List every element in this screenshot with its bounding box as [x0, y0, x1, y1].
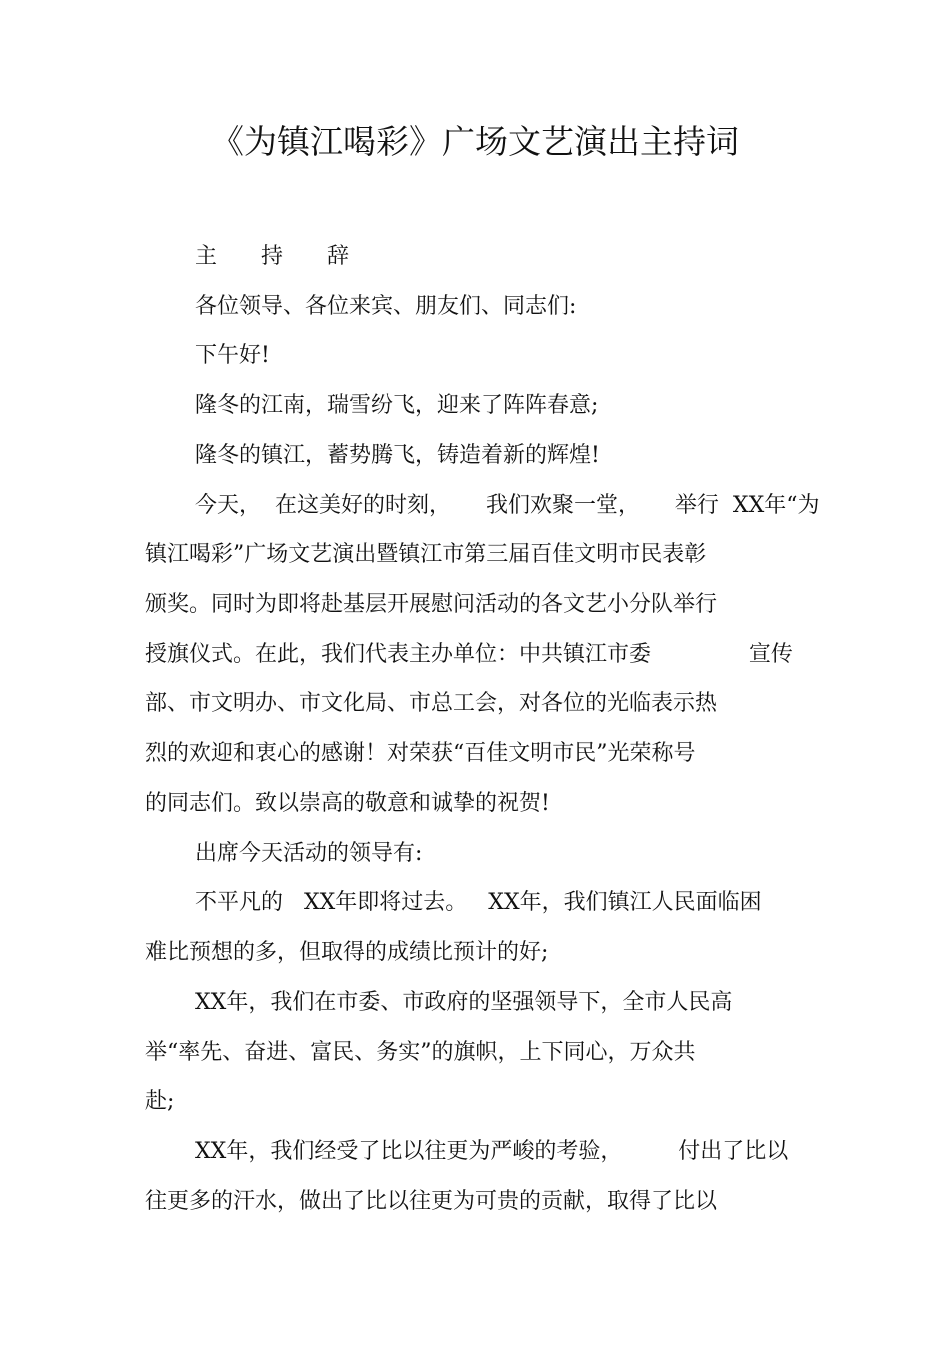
paragraph-line: XX年，我们在市委、市政府的坚强领导下，全市人民高	[195, 990, 733, 1015]
paragraph-line: 不平凡的 XX年即将过去。 XX年，我们镇江人民面临困	[195, 890, 762, 915]
paragraph-line: 隆冬的江南，瑞雪纷飞，迎来了阵阵春意;	[195, 393, 599, 418]
paragraph-line: 烈的欢迎和衷心的感谢！对荣获“百佳文明市民”光荣称号	[145, 741, 696, 766]
paragraph-line: 举“率先、奋进、富民、务实”的旗帜，上下同心，万众共	[145, 1040, 696, 1065]
paragraph-line: 各位领导、各位来宾、朋友们、同志们:	[195, 294, 577, 319]
paragraph-line: 往更多的汗水，做出了比以往更为可贵的贡献，取得了比以	[145, 1189, 718, 1214]
paragraph-line: 授旗仪式。在此，我们代表主办单位：中共镇江市委 宣传	[145, 642, 793, 667]
paragraph-line: 隆冬的镇江，蓄势腾飞，铸造着新的辉煌!	[195, 443, 600, 468]
paragraph-line: 出席今天活动的领导有:	[195, 841, 423, 866]
paragraph-line: 赴;	[145, 1089, 175, 1114]
document-title: 《为镇江喝彩》广场文艺演出主持词	[211, 122, 739, 161]
paragraph-line: 颁奖。同时为即将赴基层开展慰问活动的各文艺小分队举行	[145, 592, 718, 617]
paragraph-line: 下午好!	[195, 343, 270, 368]
paragraph-line: 部、市文明办、市文化局、市总工会，对各位的光临表示热	[145, 691, 718, 716]
paragraph-line: 今天， 在这美好的时刻， 我们欢聚一堂， 举行 XX年“为	[195, 493, 820, 518]
section-heading: 主 持 辞	[195, 244, 350, 269]
paragraph-line: 难比预想的多，但取得的成绩比预计的好;	[145, 940, 549, 965]
paragraph-line: 的同志们。致以崇高的敬意和诚挚的祝贺!	[145, 791, 550, 816]
paragraph-line: XX年，我们经受了比以往更为严峻的考验， 付出了比以	[195, 1139, 789, 1164]
paragraph-line: 镇江喝彩”广场文艺演出暨镇江市第三届百佳文明市民表彰	[145, 542, 707, 567]
